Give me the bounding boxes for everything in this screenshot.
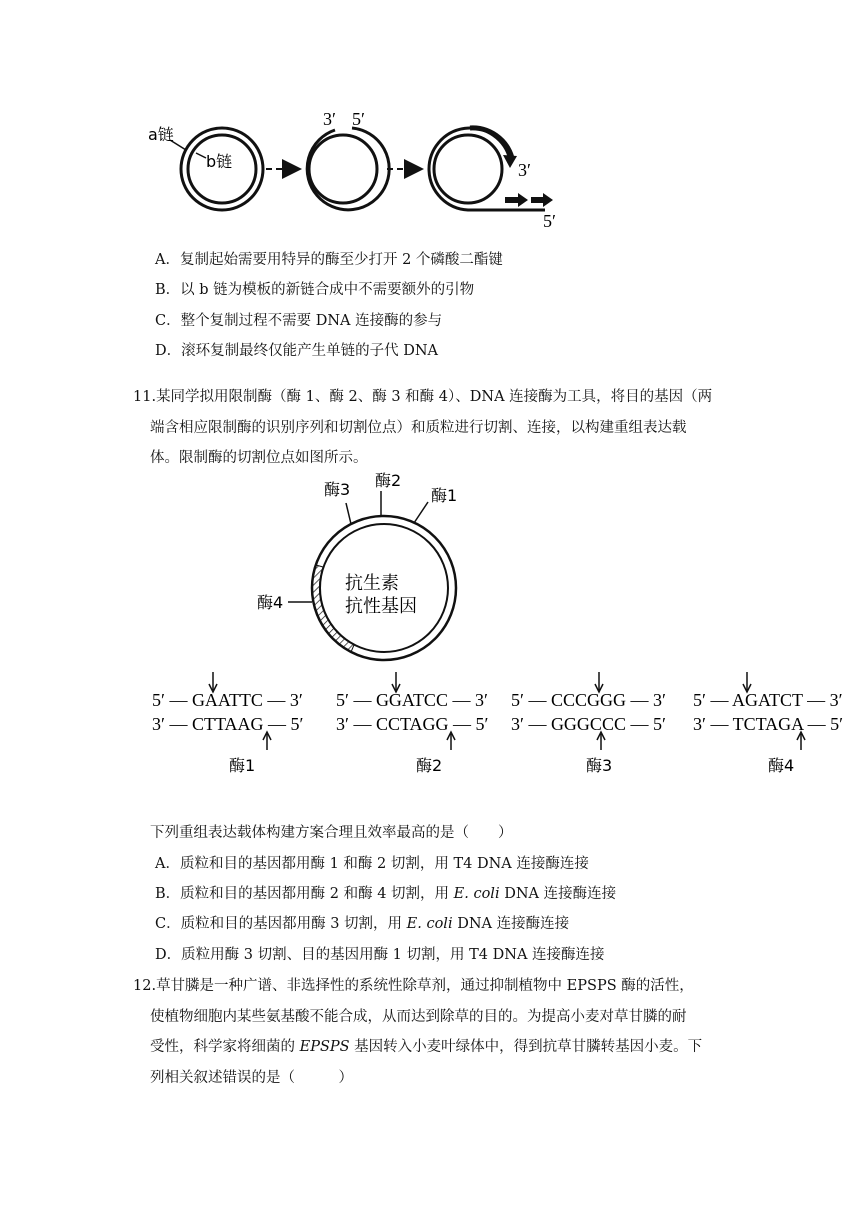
q11-stem-line2: 端含相应限制酶的识别序列和切割位点）和质粒进行切割、连接，以构建重组表达载	[150, 420, 687, 436]
q11-option-b-post: DNA 连接酶连接	[499, 886, 617, 902]
q11-option-a: A．质粒和目的基因都用酶 1 和酶 2 切割，用 T4 DNA 连接酶连接	[155, 856, 589, 872]
label-3prime: 3′	[323, 109, 336, 129]
label-3prime-right: 3′	[518, 160, 531, 180]
q12-line2: 使植物细胞内某些氨基酸不能合成，从而达到除草的目的。为提高小麦对草甘膦的耐	[150, 1009, 687, 1025]
q12-line3-pre: 受性，科学家将细菌的	[150, 1039, 300, 1055]
q10-option-b: B．以 b 链为模板的新链合成中不需要额外的引物	[155, 282, 475, 298]
label-5prime-right: 5′	[543, 211, 556, 231]
site2-name: 酶2	[416, 756, 443, 775]
label-enzyme1: 酶1	[431, 486, 458, 505]
q12-line3	[150, 1037, 702, 1057]
q12-line3-gene: EPSPS	[299, 1039, 350, 1055]
label-b-chain: b链	[206, 152, 233, 171]
site3-top: 5′ — CCCGGG — 3′	[511, 690, 666, 710]
gene-label-1: 抗生素	[345, 573, 399, 594]
q10-option-d: D．滚环复制最终仅能产生单链的子代 DNA	[155, 343, 439, 359]
q11-option-c-pre: C．质粒和目的基因都用酶 3 切割，用	[155, 916, 407, 932]
q12-line1	[133, 976, 694, 996]
site-group-2	[336, 672, 489, 775]
site4-bottom: 3′ — TCTAGA — 5′	[693, 714, 844, 734]
q12-number: 12.	[133, 978, 157, 994]
site-group-1	[152, 672, 303, 775]
q12-text1: 草甘膦是一种广谱、非选择性的系统性除草剂，通过抑制植物中 EPSPS 酶的活性，	[156, 978, 694, 994]
q11-option-c-post: DNA 连接酶连接	[452, 916, 570, 932]
site1-name: 酶1	[229, 756, 256, 775]
q11-option-d: D．质粒用酶 3 切割、目的基因用酶 1 切割，用 T4 DNA 连接酶连接	[155, 947, 605, 963]
q10-option-a: A．复制起始需要用特异的酶至少打开 2 个磷酸二酯键	[155, 252, 503, 268]
site2-bottom: 3′ — CCTAGG — 5′	[336, 714, 489, 734]
label-enzyme4: 酶4	[257, 593, 284, 612]
site1-bottom: 3′ — CTTAAG — 5′	[152, 714, 304, 734]
site-enzyme1	[414, 502, 428, 523]
q12-line3-post: 基因转入小麦叶绿体中，得到抗草甘膦转基因小麦。下	[349, 1039, 703, 1055]
q12-line4: 列相关叙述错误的是（ ）	[150, 1070, 353, 1086]
site3-name: 酶3	[586, 756, 613, 775]
site-enzyme3	[346, 503, 351, 524]
q11-option-c-ecoli: E. coli	[406, 916, 453, 932]
site-group-4	[693, 672, 843, 775]
q11-stem-text1: 某同学拟用限制酶（酶 1、酶 2、酶 3 和酶 4）、DNA 连接酶为工具，将目的基因（两	[156, 389, 713, 405]
site4-name: 酶4	[768, 756, 795, 775]
site3-bottom: 3′ — GGGCCC — 5′	[511, 714, 666, 734]
label-a-chain: a链	[148, 125, 174, 144]
q11-stem-line3: 体。限制酶的切割位点如图所示。	[150, 450, 368, 466]
q11-option-c	[155, 914, 569, 934]
site1-top: 5′ — GAATTC — 3′	[152, 690, 303, 710]
q10-option-c: C．整个复制过程不需要 DNA 连接酶的参与	[155, 313, 443, 329]
gene-label-2: 抗性基因	[345, 596, 417, 617]
label-enzyme3: 酶3	[324, 480, 351, 499]
q11-option-b-pre: B．质粒和目的基因都用酶 2 和酶 4 切割，用	[155, 886, 454, 902]
site4-top: 5′ — AGATCT — 3′	[693, 690, 843, 710]
label-enzyme2: 酶2	[375, 471, 402, 490]
site2-top: 5′ — GGATCC — 3′	[336, 690, 488, 710]
site-group-3	[511, 672, 666, 775]
q11-option-b-ecoli: E. coli	[453, 886, 500, 902]
q11-question: 下列重组表达载体构建方案合理且效率最高的是（ ）	[150, 825, 513, 841]
q11-number: 11.	[133, 389, 157, 405]
label-5prime: 5′	[352, 109, 365, 129]
q11-option-b	[155, 884, 616, 904]
